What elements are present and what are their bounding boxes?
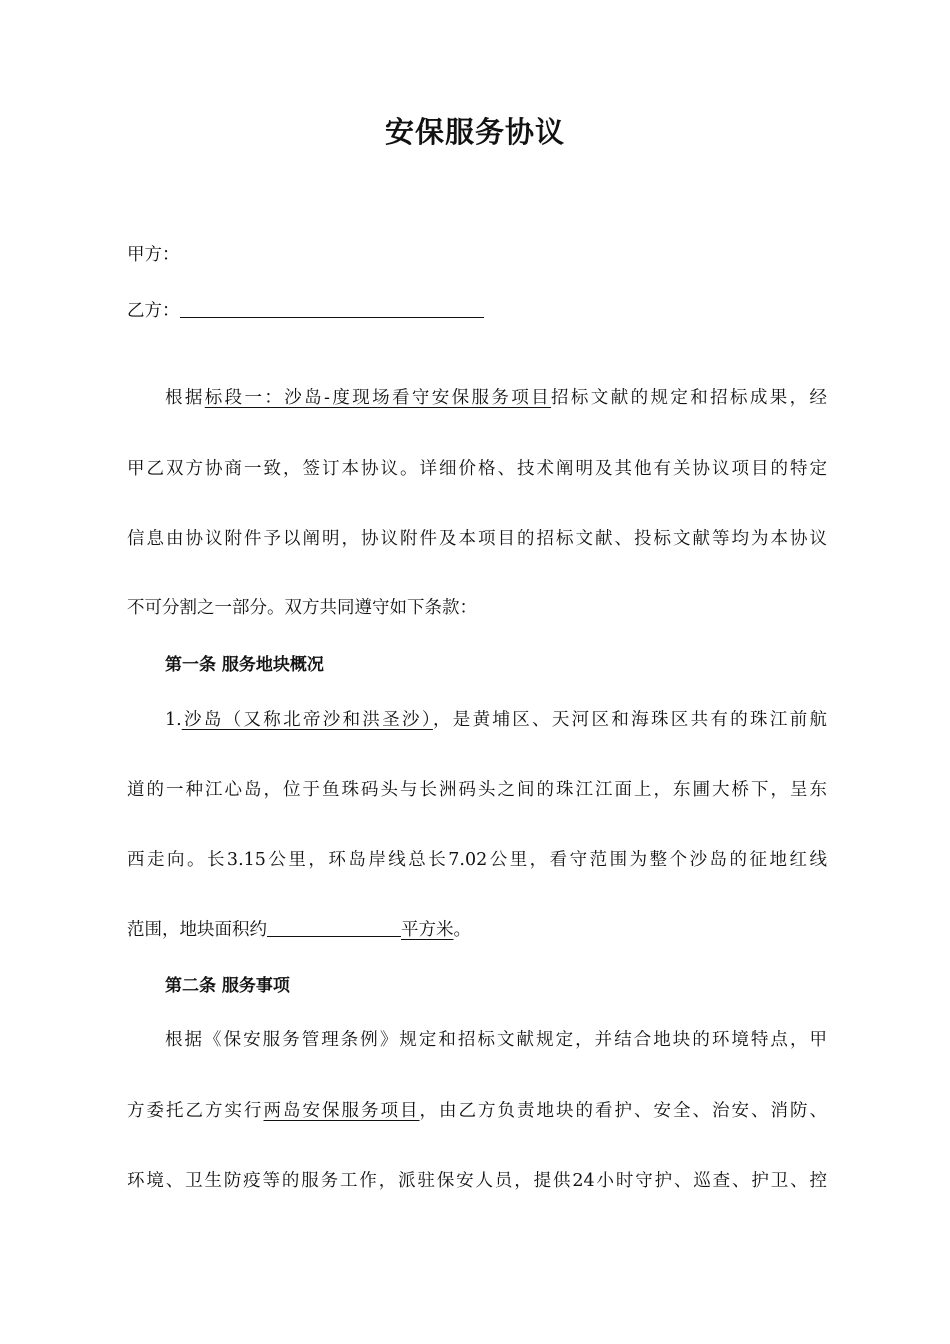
article-1-line-3: 西走向。长3.15公里，环岛岸线总长7.02公里，看守范围为整个沙岛的征地红线 [127, 850, 827, 870]
article-1-heading: 第一条 服务地块概况 [165, 655, 324, 675]
article-2-text: ，由乙方负责地块的看护、安全、治安、消防、 [419, 1101, 827, 1121]
article-2-text: 方委托乙方实行 [127, 1101, 264, 1121]
article-1-text: ，是黄埔区、天河区和海珠区共有的珠江前航 [432, 710, 828, 730]
intro-line-3: 信息由协议附件予以阐明，协议附件及本项目的招标文献、投标文献等均为本协议 [127, 529, 827, 549]
article-2-line-2 [127, 1096, 827, 1126]
party-b-blank [180, 299, 484, 318]
party-a-line [127, 240, 827, 270]
area-end: 。 [453, 920, 471, 940]
intro-text: 根据 [165, 388, 205, 408]
party-b-label: 乙方： [127, 301, 180, 321]
item-number: 1. [165, 710, 182, 730]
project-name: 标段一：沙岛-度现场看守安保服务项目 [204, 388, 552, 408]
article-2-line-1: 根据《保安服务管理条例》规定和招标文献规定，并结合地块的环境特点，甲 [165, 1030, 827, 1050]
intro-line-4: 不可分割之一部分。双方共同遵守如下条款： [127, 598, 477, 618]
article-2-heading: 第二条 服务事项 [165, 976, 290, 996]
document-title: 安保服务协议 [384, 115, 565, 149]
party-b-line [127, 296, 827, 326]
intro-line-2: 甲乙双方协商一致，签订本协议。详细价格、技术阐明及其他有关协议项目的特定 [127, 459, 827, 479]
service-project-name: 两岛安保服务项目 [263, 1101, 420, 1121]
intro-text: 招标文献的规定和招标成果，经 [551, 388, 828, 408]
article-1-line-2: 道的一种江心岛，位于鱼珠码头与长洲码头之间的珠江江面上，东圃大桥下，呈东 [127, 780, 827, 800]
island-name: 沙岛（又称北帝沙和洪圣沙） [181, 710, 433, 730]
party-a-label: 甲方： [127, 245, 180, 265]
article-2-line-3: 环境、卫生防疫等的服务工作，派驻保安人员，提供24小时守护、巡查、护卫、控 [127, 1171, 827, 1191]
area-blank [267, 918, 401, 937]
intro-line-1 [127, 383, 827, 413]
area-label: 范围，地块面积约 [127, 920, 267, 940]
area-unit: 平方米 [401, 920, 454, 940]
article-1-line-1 [127, 705, 827, 735]
article-1-line-4 [127, 915, 827, 945]
